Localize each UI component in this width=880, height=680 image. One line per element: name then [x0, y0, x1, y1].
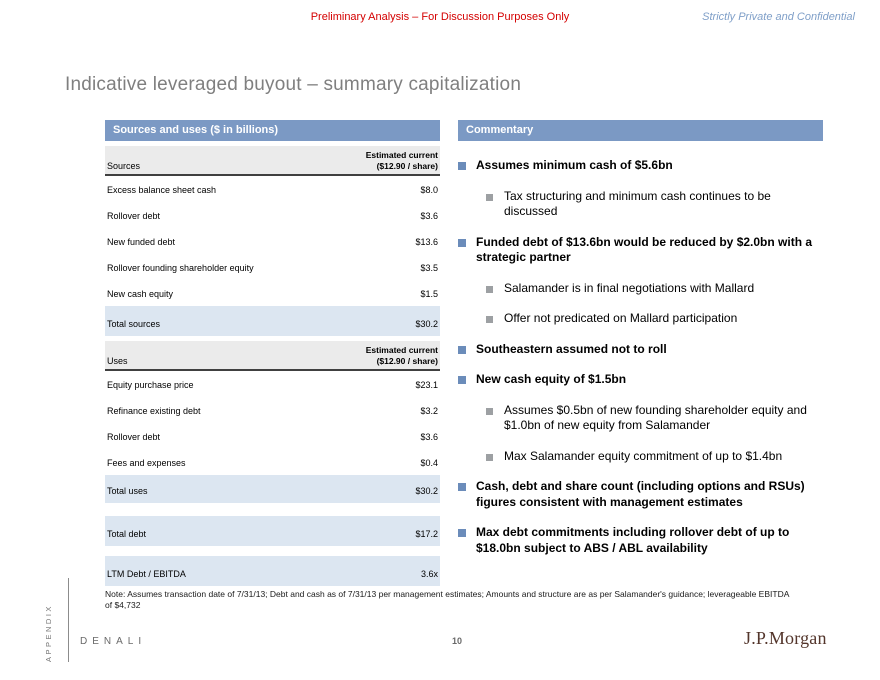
bullet-square-icon — [486, 194, 493, 201]
page-title: Indicative leveraged buyout – summary capitalization — [65, 74, 522, 95]
row-label: Refinance existing debt — [107, 406, 201, 416]
row-label: Rollover debt — [107, 211, 161, 221]
table-row — [105, 228, 440, 254]
section-name: Uses — [107, 356, 128, 366]
table-row — [105, 423, 440, 449]
column-header — [366, 345, 438, 367]
bullet-square-icon — [486, 286, 493, 293]
row-value: $3.6 — [420, 432, 438, 442]
row-label: Rollover debt — [107, 432, 161, 442]
summary-row-total-debt — [105, 516, 440, 546]
column-header — [366, 150, 438, 172]
bullet-square-icon — [486, 316, 493, 323]
commentary-text: New cash equity of $1.5bn — [476, 372, 627, 386]
bullet-square-icon — [486, 408, 493, 415]
row-label: Fees and expenses — [107, 458, 186, 468]
bullet-square-icon — [458, 529, 466, 537]
row-label: Total debt — [107, 529, 147, 539]
row-value: $3.6 — [420, 211, 438, 221]
jpmorgan-logo: J.P.Morgan — [744, 628, 827, 648]
sources-uses-panel-header: Sources and uses ($ in billions) — [105, 120, 440, 141]
column-header-line2: ($12.90 / share) — [376, 160, 438, 171]
commentary-subitem — [486, 189, 823, 220]
commentary-subitem — [486, 311, 823, 327]
row-value: $13.6 — [415, 237, 438, 247]
total-row — [105, 475, 440, 503]
row-value: $1.5 — [420, 289, 438, 299]
commentary-text: Assumes minimum cash of $5.6bn — [476, 158, 673, 172]
commentary-text: Offer not predicated on Mallard participation — [504, 311, 738, 325]
row-label: Total uses — [107, 486, 148, 496]
commentary-text: Max Salamander equity commitment of up to $1.4bn — [504, 448, 783, 463]
row-label: New funded debt — [107, 237, 176, 247]
commentary-item — [458, 342, 823, 358]
column-header-line1: Estimated current — [365, 344, 438, 355]
table-row — [105, 397, 440, 423]
row-value: $30.2 — [415, 319, 438, 329]
table-row — [105, 280, 440, 306]
commentary-text: Assumes $0.5bn of new founding shareholder equity and $1.0bn of new equity from Salamander — [504, 402, 807, 432]
commentary-subitem — [486, 403, 823, 434]
confidential-text: Strictly Private and Confidential — [702, 11, 855, 23]
commentary-text: Funded debt of $13.6bn would be reduced by $2.0bn with a strategic partner — [476, 234, 813, 264]
row-value: $0.4 — [420, 458, 438, 468]
bullet-square-icon — [458, 483, 466, 491]
appendix-divider — [68, 578, 69, 662]
row-value: $23.1 — [415, 380, 438, 390]
row-value: $8.0 — [420, 185, 438, 195]
row-label: LTM Debt / EBITDA — [107, 569, 186, 579]
table-row — [105, 176, 440, 202]
footnote: Note: Assumes transaction date of 7/31/13; Debt and cash as of 7/31/13 per management estimates; Amounts and structure are as per Salamander's guidance; leverageable EBITDA of $4,732 — [105, 589, 789, 611]
commentary-list — [458, 158, 823, 556]
table-row — [105, 202, 440, 228]
summary-row-ltm-leverage — [105, 556, 440, 586]
commentary-text: Tax structuring and minimum cash continues to be discussed — [504, 188, 771, 218]
row-label: New cash equity — [107, 289, 174, 299]
appendix-label: APPENDIX — [44, 604, 53, 662]
disclaimer-text: Preliminary Analysis – For Discussion Purposes Only — [310, 11, 570, 23]
bullet-square-icon — [458, 346, 466, 354]
page-number: 10 — [452, 636, 463, 646]
bullet-square-icon — [458, 376, 466, 384]
row-value: $17.2 — [415, 529, 438, 539]
commentary-item — [458, 158, 823, 174]
commentary-item — [458, 479, 823, 510]
column-header-line2: ($12.90 / share) — [376, 355, 438, 366]
row-label: Equity purchase price — [107, 380, 194, 390]
commentary-text: Southeastern assumed not to roll — [476, 341, 667, 356]
section-name: Sources — [107, 161, 141, 171]
column-header-line1: Estimated current — [365, 149, 438, 160]
total-row — [105, 306, 440, 336]
commentary-panel — [458, 120, 823, 571]
table-row — [105, 449, 440, 475]
spacer — [105, 503, 440, 516]
row-value: $30.2 — [415, 486, 438, 496]
sources-uses-panel — [105, 120, 440, 586]
client-name: DENALI — [80, 636, 147, 647]
commentary-text: Cash, debt and share count (including options and RSUs) figures consistent with management estimates — [476, 479, 805, 509]
commentary-item — [458, 372, 823, 388]
commentary-panel-header: Commentary — [458, 120, 823, 141]
bullet-square-icon — [458, 162, 466, 170]
commentary-text: Max debt commitments including rollover debt of up to $18.0bn subject to ABS / ABL availability — [476, 525, 790, 555]
row-label: Rollover founding shareholder equity — [107, 263, 254, 273]
row-label: Excess balance sheet cash — [107, 185, 217, 195]
row-value: $3.2 — [420, 406, 438, 416]
row-label: Total sources — [107, 319, 161, 329]
commentary-subitem — [486, 281, 823, 297]
bullet-square-icon — [458, 239, 466, 247]
commentary-item — [458, 525, 823, 556]
bullet-square-icon — [486, 454, 493, 461]
table-row — [105, 371, 440, 397]
commentary-item — [458, 235, 823, 266]
uses-section-header — [105, 341, 440, 371]
row-value: 3.6x — [420, 569, 438, 579]
spacer — [105, 546, 440, 556]
commentary-text: Salamander is in final negotiations with Mallard — [504, 280, 755, 295]
commentary-subitem — [486, 449, 823, 465]
sources-section-header — [105, 146, 440, 176]
row-value: $3.5 — [420, 263, 438, 273]
table-row — [105, 254, 440, 280]
